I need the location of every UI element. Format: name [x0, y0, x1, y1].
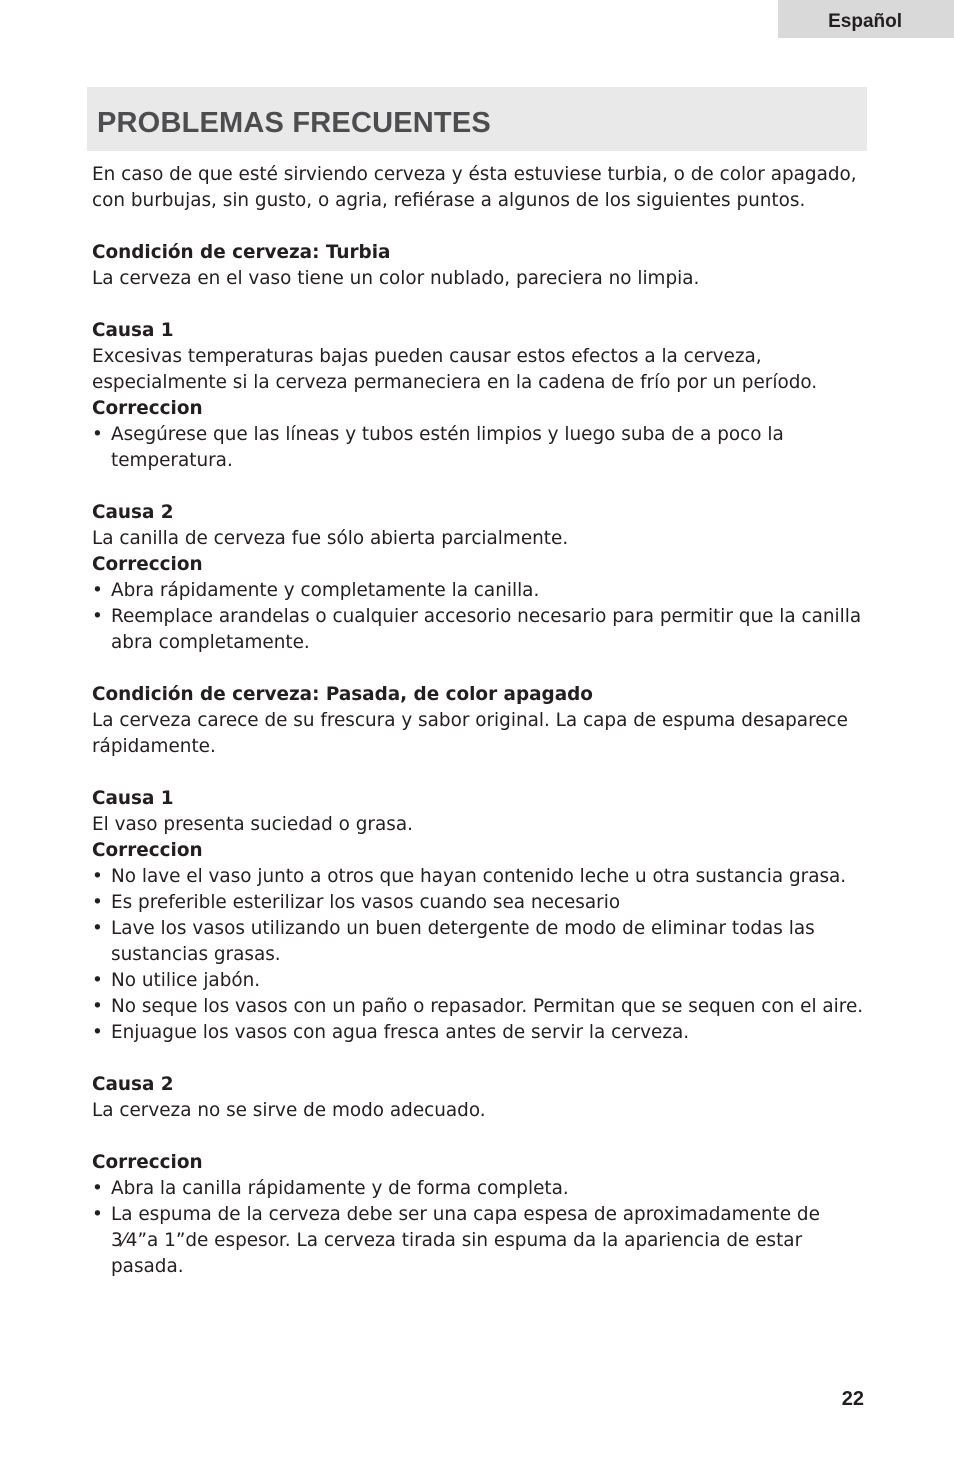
page-title: PROBLEMAS FRECUENTES — [97, 107, 491, 139]
bullet-icon: • — [92, 606, 103, 627]
bullet-icon: • — [92, 1178, 103, 1199]
list-item — [92, 864, 867, 890]
cause-text: La cerveza no se sirve de modo adecuado. — [92, 1100, 486, 1121]
bullet-icon: • — [92, 918, 103, 939]
list-item-text: Lave los vasos utilizando un buen detergente de modo de eliminar todas las sustancias grasas. — [111, 918, 815, 965]
list-item-text: Enjuague los vasos con agua fresca antes de servir la cerveza. — [111, 1022, 690, 1043]
list-item — [92, 994, 867, 1020]
cause-heading: Causa 1 — [92, 320, 174, 341]
language-tab: Español — [778, 0, 954, 38]
correction-list — [92, 864, 867, 1046]
correction-heading: Correccion — [92, 840, 203, 861]
list-item-text: Abra la canilla rápidamente y de forma completa. — [111, 1178, 569, 1199]
document-body — [92, 162, 867, 1280]
bullet-icon: • — [92, 866, 103, 887]
list-item — [92, 968, 867, 994]
list-item — [92, 1176, 867, 1202]
list-item — [92, 422, 867, 474]
correction-list — [92, 422, 867, 474]
cause-heading: Causa 1 — [92, 788, 174, 809]
list-item-text: No seque los vasos con un paño o repasador. Permitan que se sequen con el aire. — [111, 996, 864, 1017]
list-item-text: Abra rápidamente y completamente la canilla. — [111, 580, 540, 601]
correction-heading: Correccion — [92, 554, 203, 575]
condition-description-pasada: La cerveza carece de su frescura y sabor original. La capa de espuma desaparece rápidamente. — [92, 710, 848, 757]
list-item — [92, 1202, 867, 1280]
list-item — [92, 916, 867, 968]
list-item-text: No utilice jabón. — [111, 970, 261, 991]
list-item — [92, 604, 867, 656]
list-item — [92, 1020, 867, 1046]
bullet-icon: • — [92, 1204, 103, 1225]
condition-heading-pasada: Condición de cerveza: Pasada, de color apagado — [92, 684, 593, 705]
list-item-text: Asegúrese que las líneas y tubos estén limpios y luego suba de a poco la temperatura. — [111, 424, 784, 471]
cause-heading: Causa 2 — [92, 502, 174, 523]
correction-heading: Correccion — [92, 1152, 203, 1173]
bullet-icon: • — [92, 892, 103, 913]
page-number: 22 — [841, 1388, 864, 1410]
condition-heading-turbia: Condición de cerveza: Turbia — [92, 242, 391, 263]
title-bar — [87, 87, 867, 151]
cause-text: La canilla de cerveza fue sólo abierta parcialmente. — [92, 528, 569, 549]
intro-paragraph: En caso de que esté sirviendo cerveza y ésta estuviese turbia, o de color apagado, con burbujas, sin gusto, o agria, refiérase a algunos de los siguientes puntos. — [92, 164, 857, 211]
list-item — [92, 890, 867, 916]
bullet-icon: • — [92, 424, 103, 445]
cause-text: Excesivas temperaturas bajas pueden causar estos efectos a la cerveza, especialmente si la cerveza permaneciera en la cadena de frío por un período. — [92, 346, 818, 393]
condition-description-turbia: La cerveza en el vaso tiene un color nublado, pareciera no limpia. — [92, 268, 700, 289]
list-item-text: Reemplace arandelas o cualquier accesorio necesario para permitir que la canilla abra completamente. — [111, 606, 862, 653]
list-item-text: La espuma de la cerveza debe ser una capa espesa de aproximadamente de 3⁄4”a 1”de espesor. La cerveza tirada sin espuma da la apariencia de estar pasada. — [111, 1204, 820, 1277]
correction-list — [92, 578, 867, 656]
list-item — [92, 578, 867, 604]
list-item-text: No lave el vaso junto a otros que hayan contenido leche u otra sustancia grasa. — [111, 866, 847, 887]
correction-list — [92, 1176, 867, 1280]
correction-heading: Correccion — [92, 398, 203, 419]
bullet-icon: • — [92, 1022, 103, 1043]
cause-heading: Causa 2 — [92, 1074, 174, 1095]
bullet-icon: • — [92, 970, 103, 991]
bullet-icon: • — [92, 996, 103, 1017]
cause-text: El vaso presenta suciedad o grasa. — [92, 814, 413, 835]
bullet-icon: • — [92, 580, 103, 601]
list-item-text: Es preferible esterilizar los vasos cuando sea necesario — [111, 892, 621, 913]
